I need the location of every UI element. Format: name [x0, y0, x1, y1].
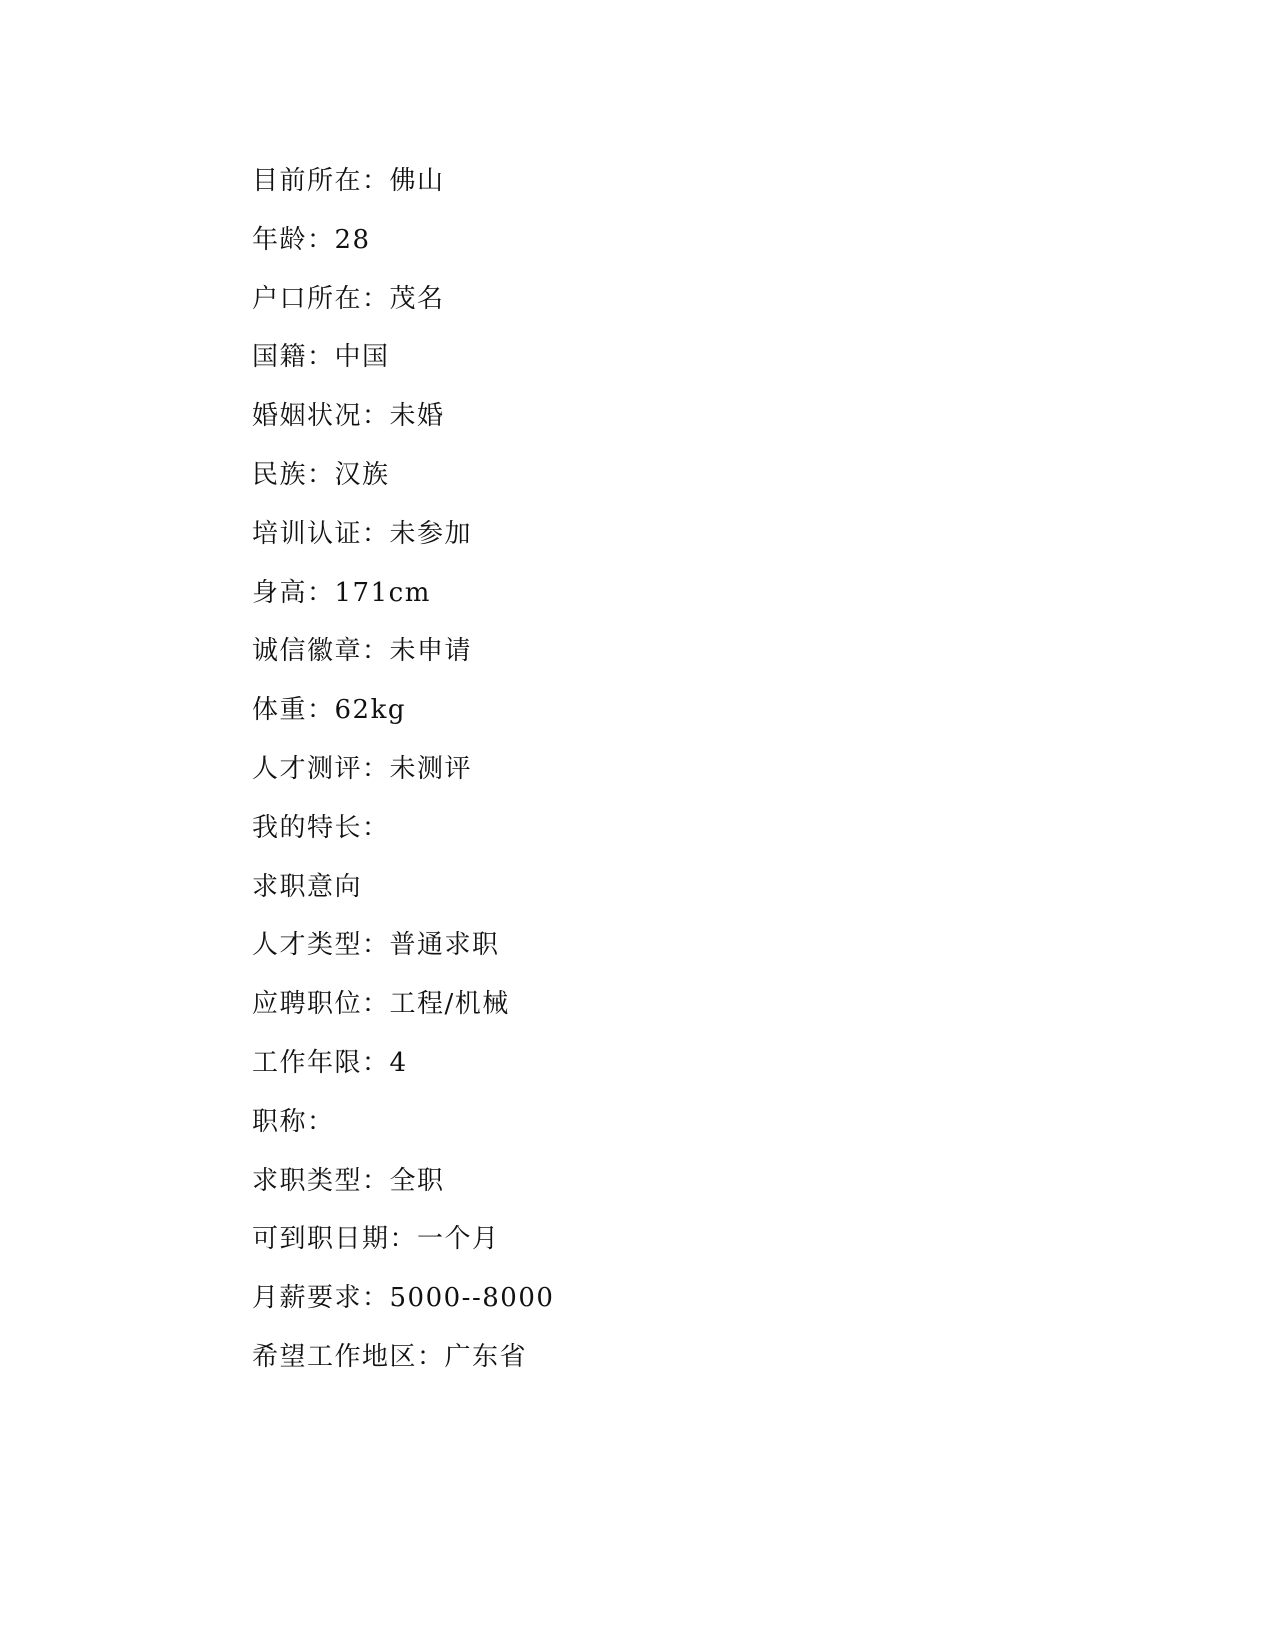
- training-certification-line: 培训认证：未参加: [252, 518, 473, 549]
- current-location-line: 目前所在：佛山: [252, 166, 445, 196]
- job-intention-heading: 求职意向: [252, 871, 363, 902]
- work-years-line: 工作年限：4: [252, 1047, 408, 1078]
- job-type-line: 求职类型：全职: [252, 1165, 445, 1196]
- resume-info-list: [252, 158, 1052, 1393]
- weight-line: 体重：62kg: [252, 695, 406, 726]
- talent-type-line: 人才类型：普通求职: [252, 930, 500, 961]
- integrity-badge-line: 诚信徽章：未申请: [252, 636, 473, 667]
- household-registration-line: 户口所在：茂名: [252, 283, 445, 314]
- specialties-line: 我的特长：: [252, 812, 390, 843]
- talent-assessment-line: 人才测评：未测评: [252, 753, 473, 784]
- height-line: 身高：171cm: [252, 577, 431, 608]
- marital-status-line: 婚姻状况：未婚: [252, 401, 445, 432]
- available-date-line: 可到职日期：一个月: [252, 1224, 500, 1255]
- age-line: 年龄：28: [252, 224, 371, 255]
- salary-requirement-line: 月薪要求：5000--8000: [252, 1283, 555, 1314]
- nationality-line: 国籍：中国: [252, 342, 390, 373]
- preferred-work-region-line: 希望工作地区：广东省: [252, 1341, 528, 1372]
- applied-position-line: 应聘职位：工程/机械: [252, 989, 510, 1020]
- ethnicity-line: 民族：汉族: [252, 459, 390, 490]
- professional-title-line: 职称：: [252, 1106, 335, 1137]
